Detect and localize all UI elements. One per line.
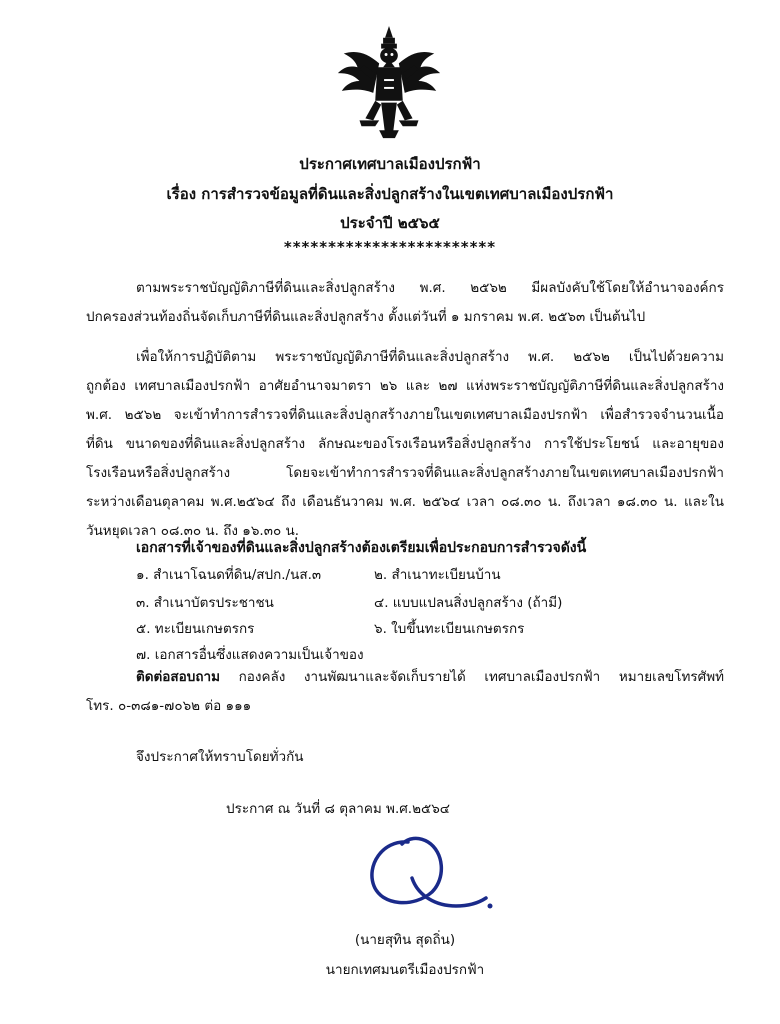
announcement-title: ประกาศเทศบาลเมืองปรกฟ้า <box>299 155 481 173</box>
document-item: ๓. สำเนาบัตรประชาชน <box>136 595 274 611</box>
paragraph-line: ตามพระราชบัญญัติภาษีที่ดินและสิ่งปลูกสร้าง พ.ศ. ๒๕๖๒ มีผลบังคับใช้โดยให้อำนาจองค์กร <box>136 280 724 296</box>
paragraph-line: ที่ดิน ขนาดของที่ดินและสิ่งปลูกสร้าง ลักษณะของโรงเรือนหรือสิ่งปลูกสร้าง การใช้ประโยชน์ และอายุของ <box>86 436 724 452</box>
contact-line <box>86 663 724 692</box>
contact-text: กองคลัง งานพัฒนาและจัดเก็บรายได้ เทศบาลเมืองปรกฟ้า หมายเลขโทรศัพท์ <box>219 669 724 685</box>
signature-icon <box>352 826 502 918</box>
document-item: ๕. ทะเบียนเกษตรกร <box>136 621 255 637</box>
paragraph-line: วันหยุดเวลา ๐๘.๓๐ น. ถึง ๑๖.๓๐ น. <box>86 523 300 539</box>
documents-heading: เอกสารที่เจ้าของที่ดินและสิ่งปลูกสร้างต้องเตรียมเพื่อประกอบการสำรวจดังนี้ <box>136 540 587 556</box>
signer-position: นายกเทศมนตรีเมืองปรกฟ้า <box>325 962 485 978</box>
paragraph-line: พ.ศ. ๒๕๖๒ จะเข้าทำการสำรวจที่ดินและสิ่งปลูกสร้างภายในเขตเทศบาลเมืองปรกฟ้า เพื่อสำรวจจำนวนเนื้อ <box>86 407 724 423</box>
announcement-closing: จึงประกาศให้ทราบโดยทั่วกัน <box>136 749 304 765</box>
announcement-date: ประกาศ ณ วันที่ ๘ ตุลาคม พ.ศ.๒๕๖๔ <box>226 801 451 817</box>
paragraph-line: ระหว่างเดือนตุลาคม พ.ศ.๒๕๖๔ ถึง เดือนธันวาคม พ.ศ. ๒๕๖๔ เวลา ๐๘.๓๐ น. ถึงเวลา ๑๘.๓๐ น. และใน <box>86 494 724 510</box>
document-item: ๑. สำเนาโฉนดที่ดิน/สปก./นส.๓ <box>136 567 322 583</box>
paragraph-line: เพื่อให้การปฏิบัติตาม พระราชบัญญัติภาษีที่ดินและสิ่งปลูกสร้าง พ.ศ. ๒๕๖๒ เป็นไปด้วยความ <box>136 349 724 365</box>
paragraph-survey <box>86 343 724 546</box>
document-item: ๖. ใบขึ้นทะเบียนเกษตรกร <box>374 621 525 637</box>
document-item: ๒. สำเนาทะเบียนบ้าน <box>374 567 501 583</box>
garuda-emblem-icon <box>330 24 448 142</box>
paragraph-line: โรงเรือนหรือสิ่งปลูกสร้าง โดยจะเข้าทำการสำรวจที่ดินและสิ่งปลูกสร้างภายในเขตเทศบาลเมืองปรกฟ้า <box>86 465 724 481</box>
document-item: ๔. แบบแปลนสิ่งปลูกสร้าง (ถ้ามี) <box>374 595 563 611</box>
paragraph-line: ถูกต้อง เทศบาลเมืองปรกฟ้า อาศัยอำนาจมาตรา ๒๖ และ ๒๗ แห่งพระราชบัญญัติภาษีที่ดินและสิ่งปลูกสร้าง <box>86 378 724 394</box>
announcement-subject: เรื่อง การสำรวจข้อมูลที่ดินและสิ่งปลูกสร้างในเขตเทศบาลเมืองปรกฟ้า <box>166 185 614 203</box>
announcement-year: ประจำปี ๒๕๖๕ <box>340 214 440 232</box>
document-item: ๗. เอกสารอื่นซึ่งแสดงความเป็นเจ้าของ <box>136 647 364 663</box>
contact-info <box>86 663 724 721</box>
contact-phone: โทร. ๐-๓๘๑-๗๐๖๒ ต่อ ๑๑๑ <box>86 698 252 714</box>
paragraph-intro <box>86 274 724 332</box>
paragraph-line: ปกครองส่วนท้องถิ่นจัดเก็บภาษีที่ดินและสิ่งปลูกสร้าง ตั้งแต่วันที่ ๑ มกราคม พ.ศ. ๒๕๖๓ เป็นต้นไป <box>86 309 646 325</box>
contact-label: ติดต่อสอบถาม <box>136 669 220 685</box>
title-separator: ************************ <box>283 238 497 256</box>
signer-name: (นายสุทิน สุดถิ่น) <box>354 932 456 948</box>
